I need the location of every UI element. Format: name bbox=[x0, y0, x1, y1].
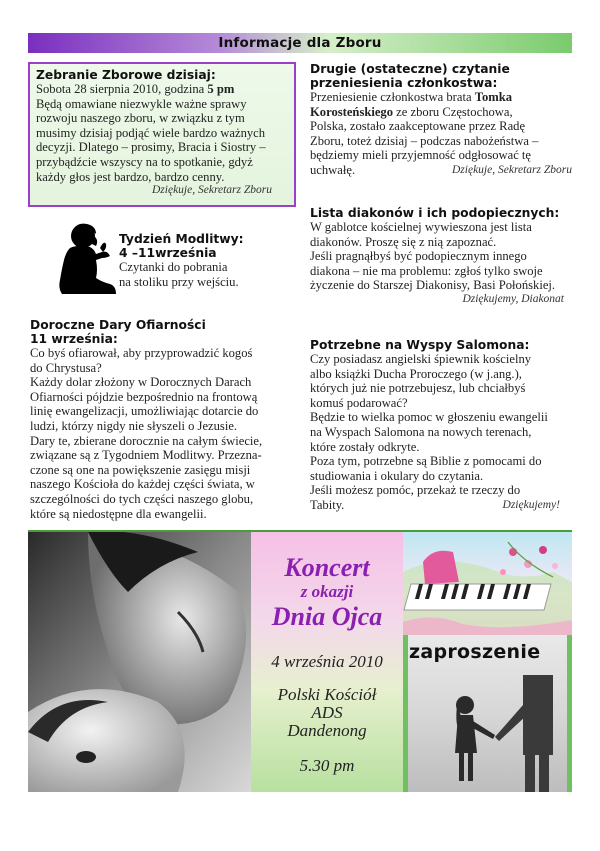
page-title: Informacje dla Zboru bbox=[218, 35, 382, 51]
offerings-line: szczególności do tych części naszego globu, bbox=[30, 491, 254, 506]
deacons-line: diakona – nie ma problemu: zgłoś tylko swoje bbox=[310, 263, 543, 278]
offerings-line: do Chrystusa? bbox=[30, 360, 102, 375]
concert-poster bbox=[28, 530, 572, 792]
meeting-date bbox=[36, 82, 288, 97]
father-child-photo bbox=[28, 532, 251, 792]
meeting-line: rozwoju naszego zboru, w związku z tym bbox=[36, 111, 245, 126]
solomon-line: Jeśli możesz pomóc, przekaż te rzeczy do bbox=[310, 483, 521, 498]
deacons-line: Jeśli pragnąłbyś być podopiecznym innego bbox=[310, 249, 527, 264]
transfer-line: Zboru, toteż dzisiaj – podczas nabożeństwa – bbox=[310, 133, 539, 148]
deacons-notice bbox=[310, 206, 572, 305]
offerings-line: Dary te, zbierane dorocznie na całym świecie, bbox=[30, 433, 263, 448]
meeting-notice bbox=[28, 62, 296, 207]
prayer-week bbox=[119, 232, 299, 289]
transfer-surname: Korosteńskiego bbox=[310, 104, 394, 119]
solomon-line: Czy posiadasz angielski śpiewnik kościelny bbox=[310, 352, 532, 366]
offerings-line: które są niedostępne dla ewangelii. bbox=[30, 506, 207, 521]
meeting-date-text: Sobota 28 sierpnia 2010, godzina bbox=[36, 82, 208, 96]
offerings-line: Co byś ofiarował, aby przyprowadzić kogoś bbox=[30, 346, 253, 360]
meeting-line: musimy dzisiaj podjąć wiele bardzo ważnych bbox=[36, 125, 266, 140]
invitation-label: zaproszenie bbox=[409, 641, 541, 663]
solomon-text: Tabity. bbox=[310, 497, 345, 512]
offerings-line: linię ewangelizacji, umożliwiając dotarcie do bbox=[30, 404, 259, 419]
meeting-time: 5 pm bbox=[207, 82, 235, 96]
concert-place: ADS bbox=[311, 703, 343, 722]
solomon-line: na Wyspach Salomona na nowych terenach, bbox=[310, 424, 532, 439]
deacons-line: W gablotce kościelnej wywieszona jest lista bbox=[310, 220, 532, 234]
solomon-line bbox=[310, 498, 572, 513]
solomon-line: Poza tym, potrzebne są Biblie z pomocami do bbox=[310, 454, 542, 469]
offerings-notice bbox=[30, 318, 300, 521]
concert-time: 5.30 pm bbox=[299, 756, 355, 775]
concert-info-panel bbox=[251, 532, 403, 792]
offerings-date: 11 września: bbox=[30, 332, 118, 346]
transfer-signature: Dziękuje, Sekretarz Zboru bbox=[452, 163, 572, 176]
concert-place: Dandenong bbox=[287, 721, 367, 740]
transfer-title-2: przeniesienia członkostwa: bbox=[310, 76, 498, 90]
prayer-week-line: na stoliku przy wejściu. bbox=[119, 274, 239, 289]
deacons-line: życzenie do Starszej Diakonisy, Basi Połońskiej. bbox=[310, 278, 556, 293]
meeting-title: Zebranie Zborowe dzisiaj: bbox=[36, 68, 216, 82]
offerings-line: ludzi, którzy nigdy nie słyszeli o Jezusie. bbox=[30, 418, 238, 433]
meeting-line: decyzji. Dlatego – prosimy, Bracia i Siostry – bbox=[36, 140, 266, 155]
praying-child-icon bbox=[56, 222, 118, 296]
invitation-panel bbox=[403, 635, 572, 792]
meeting-line: każdy głos jest bardzo, bardzo cenny. bbox=[36, 169, 225, 184]
concert-place: Polski Kościół bbox=[277, 685, 377, 704]
solomon-line: studiowania i okulary do czytania. bbox=[310, 468, 484, 483]
concert-subtitle: z okazji bbox=[300, 582, 354, 601]
solomon-islands-notice bbox=[310, 338, 572, 513]
deacons-title: Lista diakonów i ich podopiecznych: bbox=[310, 206, 560, 220]
transfer-text: ze zboru Częstochowa, bbox=[393, 104, 513, 119]
prayer-week-title: Tydzień Modlitwy: bbox=[119, 232, 244, 246]
offerings-line: naszego Kościoła do każdej części świata, w bbox=[30, 477, 255, 492]
transfer-text: uchwałę. bbox=[310, 162, 356, 177]
deacons-signature: Dziękujemy, Diakonat bbox=[462, 292, 564, 305]
transfer-line bbox=[310, 105, 572, 120]
meeting-signature: Dziękuje, Sekretarz Zboru bbox=[152, 184, 272, 197]
transfer-line: Polska, zostało zaakceptowane przez Radę bbox=[310, 119, 526, 134]
header-banner bbox=[28, 33, 572, 53]
transfer-line bbox=[310, 163, 572, 178]
solomon-line: których już nie potrzebujesz, lub chciałbyś bbox=[310, 381, 526, 396]
prayer-week-line: Czytanki do pobrania bbox=[119, 260, 228, 274]
concert-date: 4 września 2010 bbox=[271, 652, 383, 671]
membership-transfer-notice bbox=[310, 62, 572, 178]
solomon-line: komuś podarować? bbox=[310, 395, 408, 410]
solomon-line: albo książki Ducha Proroczego (w j.ang.), bbox=[310, 366, 522, 381]
offerings-line: Każdy dolar złożony w Dorocznych Darach bbox=[30, 375, 252, 390]
transfer-title: Drugie (ostateczne) czytanie bbox=[310, 62, 510, 76]
transfer-line bbox=[310, 90, 572, 105]
transfer-name: Tomka bbox=[474, 90, 513, 104]
transfer-line: będziemy mieli przyjemność odgłosować tę bbox=[310, 148, 532, 163]
concert-title: Koncert bbox=[284, 553, 370, 582]
solomon-line: Będzie to wielka pomoc w głoszeniu ewangelii bbox=[310, 410, 548, 425]
offerings-line: związane są z Tygodniem Modlitwy. Przezna- bbox=[30, 448, 262, 463]
meeting-line: Będą omawiane niezwykle ważne sprawy bbox=[36, 96, 247, 111]
solomon-signature: Dziękujemy! bbox=[502, 498, 560, 511]
solomon-title: Potrzebne na Wyspy Salomona: bbox=[310, 338, 530, 352]
solomon-line: które zostały odkryte. bbox=[310, 439, 420, 454]
deacons-line: diakonów. Proszę się z nią zapoznać. bbox=[310, 234, 497, 249]
transfer-text: Przeniesienie członkostwa brata bbox=[310, 90, 475, 104]
meeting-line: przybądźcie wszyscy na to spotkanie, gdyż bbox=[36, 154, 253, 169]
prayer-week-dates: 4 –11września bbox=[119, 246, 217, 260]
piano-flowers-image bbox=[403, 532, 572, 635]
offerings-line: czone są one na powiększenie zasięgu misji bbox=[30, 462, 251, 477]
offerings-title: Doroczne Dary Ofiarności bbox=[30, 318, 206, 332]
offerings-line: Ofiarności pójdzie bezpośrednio na frontową bbox=[30, 389, 258, 404]
concert-occasion: Dnia Ojca bbox=[271, 602, 383, 631]
